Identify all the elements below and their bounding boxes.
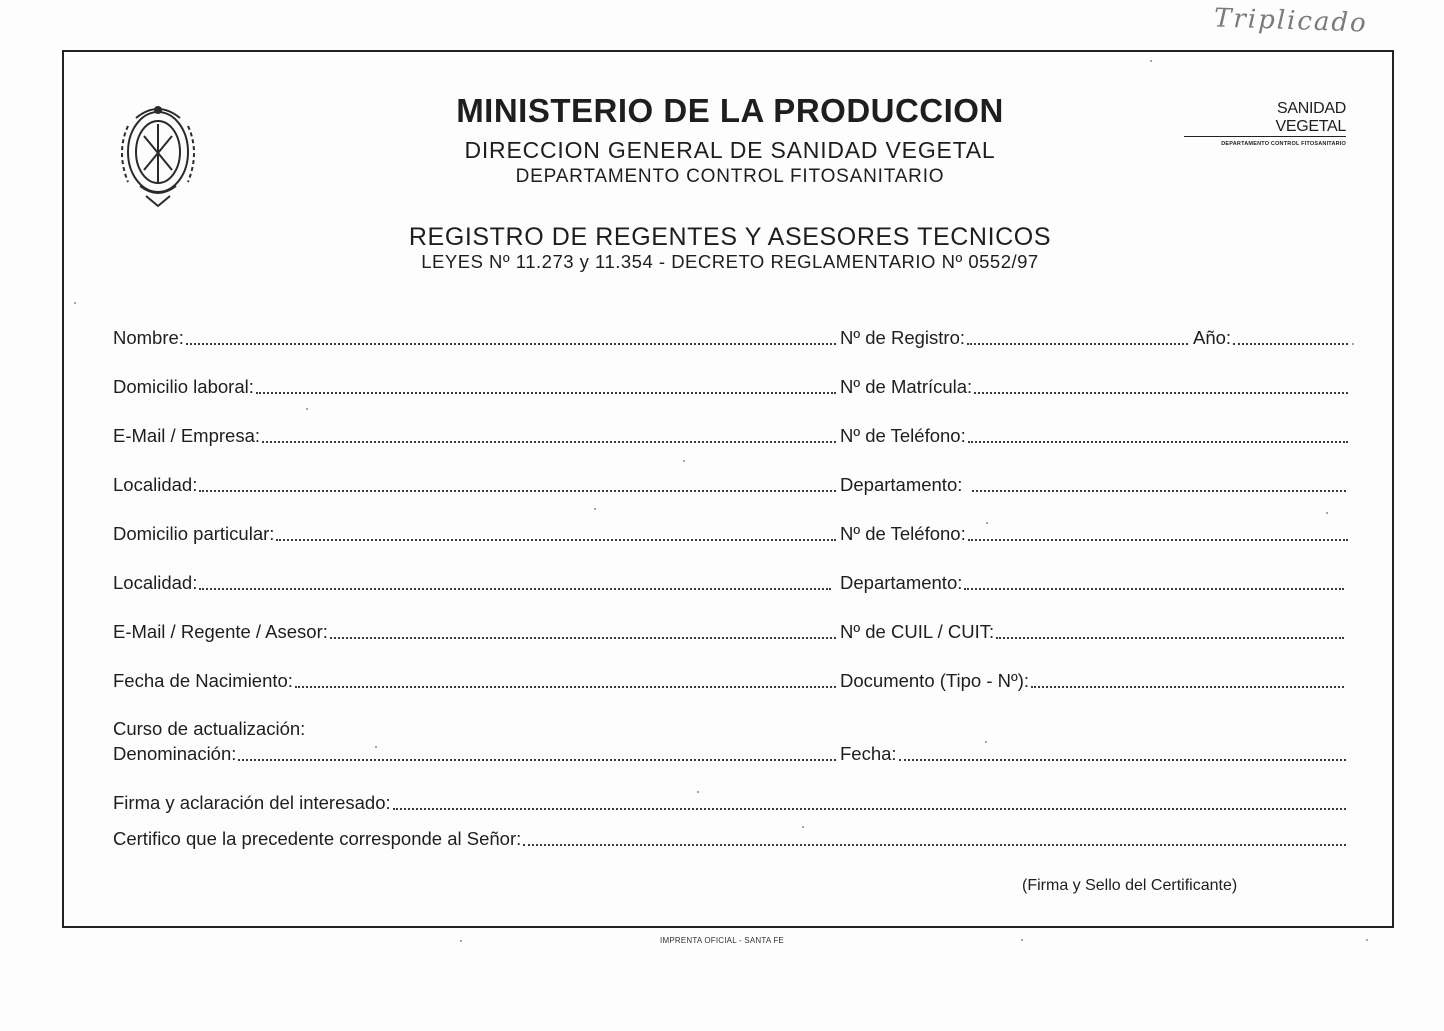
telefono-particular-line[interactable] xyxy=(968,539,1348,541)
email-regente-label: E-Mail / Regente / Asesor: xyxy=(113,621,328,642)
printer-credit: IMPRENTA OFICIAL - SANTA FE xyxy=(660,936,784,945)
fecha-nacimiento-label: Fecha de Nacimiento: xyxy=(113,670,293,691)
denominacion-label: Denominación: xyxy=(113,743,237,764)
certifico-label: Certifico que la precedente corresponde al Señor: xyxy=(113,828,522,849)
fecha-curso-line[interactable] xyxy=(899,759,1346,761)
email-empresa-label: E-Mail / Empresa: xyxy=(113,425,261,446)
firma-label: Firma y aclaración del interesado: xyxy=(113,792,391,813)
certifico-field[interactable] xyxy=(113,828,1346,850)
telefono-particular-label: Nº de Teléfono: xyxy=(840,523,966,544)
legal-basis: LEYES Nº 11.273 y 11.354 - DECRETO REGLAMENTARIO Nº 0552/97 xyxy=(421,251,1039,272)
nombre-label: Nombre: xyxy=(113,327,184,348)
email-regente-field[interactable] xyxy=(113,621,836,643)
nro-matricula-line[interactable] xyxy=(974,392,1348,394)
fecha-nacimiento-field[interactable] xyxy=(113,670,836,692)
cuil-cuit-line[interactable] xyxy=(996,637,1344,639)
email-empresa-field[interactable] xyxy=(113,425,836,447)
handwritten-annotation: Triplicado xyxy=(1213,3,1369,39)
firma-line[interactable] xyxy=(393,808,1346,810)
nro-matricula-field[interactable] xyxy=(840,376,1348,398)
telefono-particular-field[interactable] xyxy=(840,523,1348,545)
departamento-laboral-field[interactable] xyxy=(840,474,1346,496)
ministry-title: MINISTERIO DE LA PRODUCCION xyxy=(456,92,1004,129)
cuil-cuit-field[interactable] xyxy=(840,621,1344,643)
anio-line[interactable] xyxy=(1233,343,1348,345)
departamento-particular-field[interactable] xyxy=(840,572,1344,594)
register-title: REGISTRO DE REGENTES Y ASESORES TECNICOS xyxy=(408,223,1052,251)
nro-registro-label: Nº de Registro: xyxy=(840,327,966,348)
cuil-cuit-label: Nº de CUIL / CUIT: xyxy=(840,621,995,642)
firma-field[interactable] xyxy=(113,792,1346,814)
email-regente-line[interactable] xyxy=(330,637,836,639)
departamento-particular-line[interactable] xyxy=(964,588,1344,590)
domicilio-particular-line[interactable] xyxy=(276,539,836,541)
denominacion-field[interactable] xyxy=(113,743,836,765)
anio-field[interactable] xyxy=(1193,327,1348,349)
anio-label: Año: xyxy=(1193,327,1232,348)
localidad-laboral-label: Localidad: xyxy=(113,474,198,495)
localidad-laboral-line[interactable] xyxy=(199,490,836,492)
departamento-laboral-label: Departamento: xyxy=(840,474,963,495)
signature-caption: (Firma y Sello del Certificante) xyxy=(1022,877,1238,894)
telefono-laboral-label: Nº de Teléfono: xyxy=(840,425,966,446)
certifico-line[interactable] xyxy=(523,844,1346,846)
domicilio-laboral-label: Domicilio laboral: xyxy=(113,376,254,397)
direction-title: DIRECCION GENERAL DE SANIDAD VEGETAL xyxy=(464,137,996,163)
domicilio-laboral-line[interactable] xyxy=(256,392,836,394)
telefono-laboral-line[interactable] xyxy=(968,441,1348,443)
documento-field[interactable] xyxy=(840,670,1344,692)
departamento-particular-label: Departamento: xyxy=(840,572,963,593)
email-empresa-line[interactable] xyxy=(262,441,836,443)
departamento-laboral-line[interactable] xyxy=(972,490,1346,492)
domicilio-particular-label: Domicilio particular: xyxy=(113,523,275,544)
brand-subtitle: DEPARTAMENTO CONTROL FITOSANITARIO xyxy=(1221,141,1346,147)
localidad-particular-line[interactable] xyxy=(199,588,831,590)
sanidad-vegetal-logo xyxy=(1184,100,1346,147)
fecha-curso-field[interactable] xyxy=(840,743,1346,765)
fecha-nacimiento-line[interactable] xyxy=(295,686,836,688)
denominacion-line[interactable] xyxy=(238,759,836,761)
documento-label: Documento (Tipo - Nº): xyxy=(840,670,1030,691)
documento-line[interactable] xyxy=(1031,686,1344,688)
nro-matricula-label: Nº de Matrícula: xyxy=(840,376,973,397)
nro-registro-line[interactable] xyxy=(967,343,1188,345)
localidad-particular-field[interactable] xyxy=(113,572,831,594)
localidad-laboral-field[interactable] xyxy=(113,474,836,496)
fecha-curso-label: Fecha: xyxy=(840,743,897,764)
nro-registro-field[interactable] xyxy=(840,327,1188,349)
nombre-line[interactable] xyxy=(186,343,836,345)
telefono-laboral-field[interactable] xyxy=(840,425,1348,447)
brand-name: SANIDAD VEGETAL xyxy=(1184,100,1346,137)
curso-label: Curso de actualización: xyxy=(113,718,306,739)
domicilio-laboral-field[interactable] xyxy=(113,376,836,398)
domicilio-particular-field[interactable] xyxy=(113,523,836,545)
department-title: DEPARTAMENTO CONTROL FITOSANITARIO xyxy=(515,166,945,187)
nombre-field[interactable] xyxy=(113,327,836,349)
localidad-particular-label: Localidad: xyxy=(113,572,198,593)
